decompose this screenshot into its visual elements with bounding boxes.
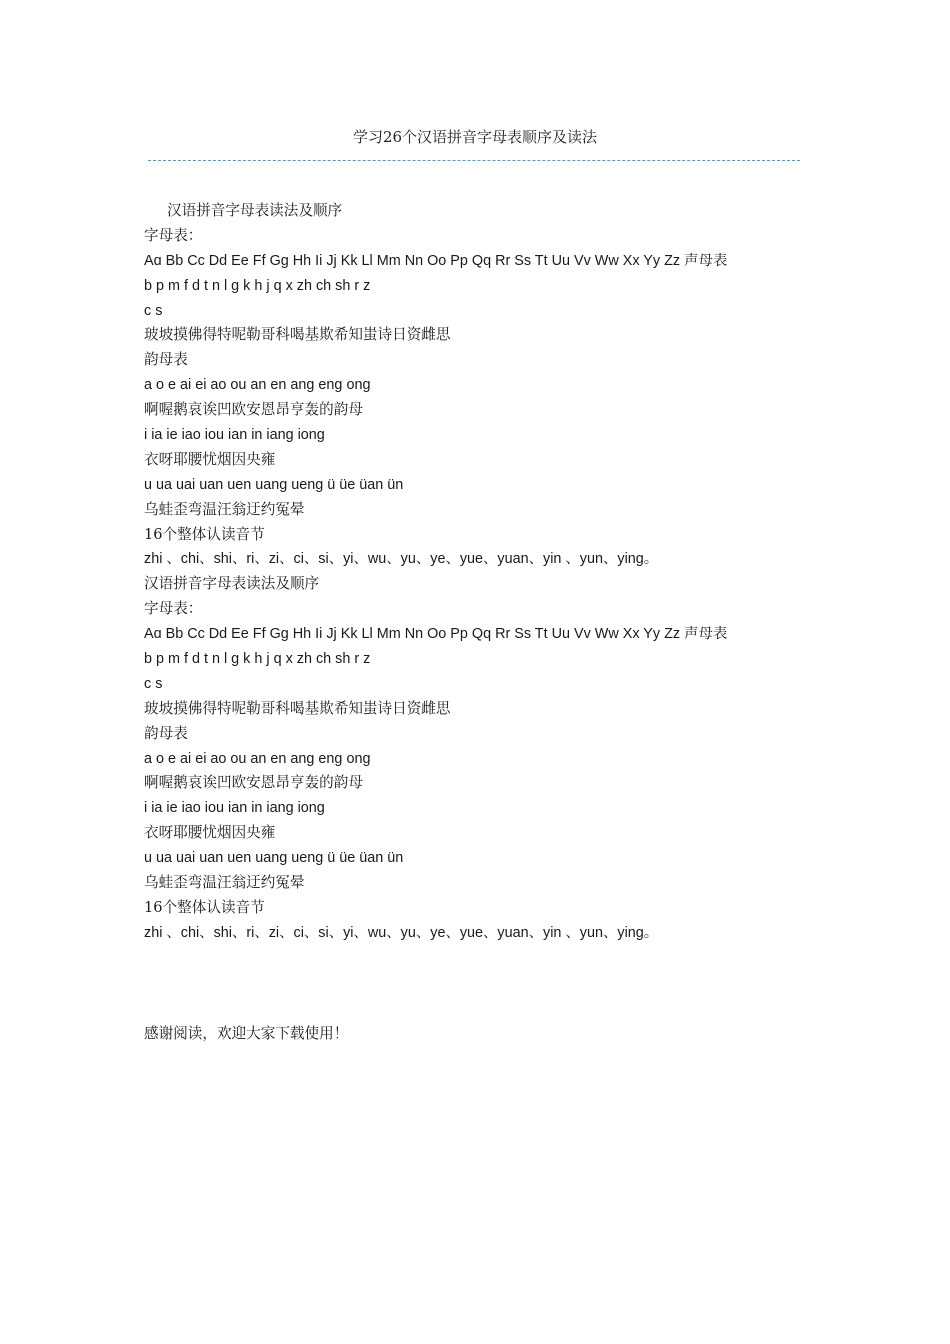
- finals-label: 韵母表: [144, 351, 188, 369]
- finals-a-line: a o e ai ei ao ou an en ang eng ong: [144, 750, 371, 767]
- finals-i-characters: 衣呀耶腰忧烟因央雍: [144, 824, 276, 842]
- finals-i-characters: 衣呀耶腰忧烟因央雍: [144, 450, 276, 468]
- section-heading: 汉语拼音字母表读法及顺序: [144, 575, 320, 593]
- initials-line: b p m f d t n l g k h j q x zh ch sh r z: [144, 277, 371, 294]
- finals-u-line: u ua uai uan uen uang ueng ü üe üan ün: [144, 850, 404, 867]
- finals-i-line: i ia ie iao iou ian in iang iong: [144, 427, 325, 444]
- finals-label: 韵母表: [144, 724, 188, 742]
- finals-i-line: i ia ie iao iou ian in iang iong: [144, 800, 325, 817]
- finals-u-characters: 乌蛙歪弯温汪翁迂约冤晕: [144, 874, 305, 892]
- alphabet-label: 字母表：: [144, 226, 203, 244]
- alphabet-line: Aɑ Bb Cc Dd Ee Ff Gg Hh Ii Jj Kk Ll Mm Nn Oo Pp Qq Rr Ss Tt Uu Vv Ww Xx Yy Zz 声母表: [144, 626, 728, 643]
- alphabet-label: 字母表：: [144, 600, 203, 618]
- initials-characters: 玻坡摸佛得特呢勒哥科喝基欺希知蚩诗日资雌思: [144, 699, 451, 717]
- finals-a-line: a o e ai ei ao ou an en ang eng ong: [144, 377, 371, 394]
- alphabet-line: Aɑ Bb Cc Dd Ee Ff Gg Hh Ii Jj Kk Ll Mm Nn Oo Pp Qq Rr Ss Tt Uu Vv Ww Xx Yy Zz 声母表: [144, 252, 728, 269]
- finals-a-characters: 啊喔鹅哀诶凹欧安恩昂亨轰的韵母: [144, 774, 363, 792]
- footer-thanks: 感谢阅读，欢迎大家下载使用！: [144, 1025, 349, 1042]
- initials-line: b p m f d t n l g k h j q x zh ch sh r z: [144, 651, 371, 668]
- document-title: 学习26个汉语拼音字母表顺序及读法: [352, 128, 598, 146]
- syllables-label: 16个整体认读音节: [144, 525, 265, 543]
- document-body: [144, 199, 864, 946]
- initials-line-continued: c s: [144, 675, 163, 692]
- initials-line-continued: c s: [144, 302, 163, 319]
- syllables-line: zhi 、chi、shi、ri、zi、ci、si、yi、wu、yu、ye、yue、yuan、yin 、yun、ying。: [144, 924, 659, 941]
- finals-u-line: u ua uai uan uen uang ueng ü üe üan ün: [144, 476, 404, 493]
- title-divider: [148, 160, 800, 161]
- syllables-label: 16个整体认读音节: [144, 898, 265, 916]
- section-heading: 汉语拼音字母表读法及顺序: [167, 202, 343, 219]
- finals-a-characters: 啊喔鹅哀诶凹欧安恩昂亨轰的韵母: [144, 401, 363, 419]
- syllables-line: zhi 、chi、shi、ri、zi、ci、si、yi、wu、yu、ye、yue、yuan、yin 、yun、ying。: [144, 551, 659, 568]
- initials-characters: 玻坡摸佛得特呢勒哥科喝基欺希知蚩诗日资雌思: [144, 326, 451, 344]
- finals-u-characters: 乌蛙歪弯温汪翁迂约冤晕: [144, 500, 305, 518]
